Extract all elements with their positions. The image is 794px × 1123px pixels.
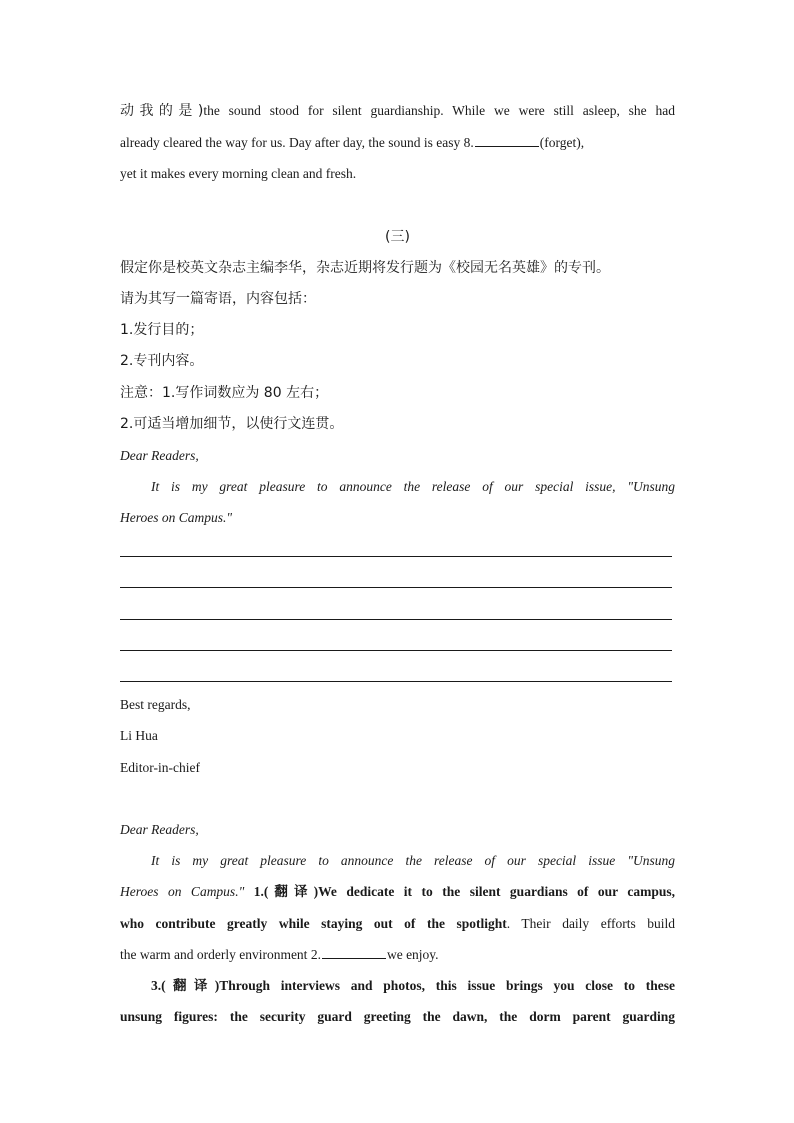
letter-intro: It is my great pleasure to announce the release of our special issue, "Unsung xyxy=(151,479,675,494)
writing-line[interactable] xyxy=(120,619,672,620)
text-line: yet it makes every morning clean and fresh. xyxy=(120,166,357,181)
task-point: 1.发行目的； xyxy=(120,322,204,338)
letter-line: Heroes on Campus." 1.(翻译)We dedicate it to the silent guardians of our campus, xyxy=(120,884,676,899)
letter-line: It is my great pleasure to announce the release of our special issue "Unsung xyxy=(151,853,675,868)
letter-line: 3.(翻译)Through interviews and photos, this issue brings you close to these xyxy=(151,978,675,993)
salutation: Dear Readers, xyxy=(120,822,199,837)
task-point: 2.专刊内容。 xyxy=(120,353,204,369)
answer-blank-8[interactable] xyxy=(475,134,539,147)
signature-name: Li Hua xyxy=(120,728,158,743)
writing-line[interactable] xyxy=(120,587,672,588)
task-note: 2.可适当增加细节，以使行文连贯。 xyxy=(120,416,344,432)
text-line: already cleared the way for us. Day after day, the sound is easy 8. (forget), xyxy=(120,135,585,150)
answer-blank-2[interactable] xyxy=(322,946,386,959)
letter-line: who contribute greatly while staying out of the spotlight. Their daily efforts build xyxy=(120,916,675,931)
writing-line[interactable] xyxy=(120,681,672,682)
text-line: 动我的是)the sound stood for silent guardianship. While we were still asleep, she had xyxy=(120,103,675,119)
task-instruction: 请为其写一篇寄语，内容包括： xyxy=(120,291,316,307)
closing: Best regards, xyxy=(120,697,191,712)
letter-intro: Heroes on Campus." xyxy=(120,510,233,525)
section-heading: (三) xyxy=(385,229,410,245)
signature-title: Editor-in-chief xyxy=(120,760,200,775)
writing-line[interactable] xyxy=(120,556,672,557)
letter-line: unsung figures: the security guard greeting the dawn, the dorm parent guarding xyxy=(120,1009,675,1024)
task-instruction: 假定你是校英文杂志主编李华，杂志近期将发行题为《校园无名英雄》的专刊。 xyxy=(120,260,610,276)
letter-line: the warm and orderly environment 2. we enjoy. xyxy=(120,947,439,962)
writing-line[interactable] xyxy=(120,650,672,651)
salutation: Dear Readers, xyxy=(120,448,199,463)
task-note: 注意：1.写作词数应为 80 左右； xyxy=(120,385,329,401)
